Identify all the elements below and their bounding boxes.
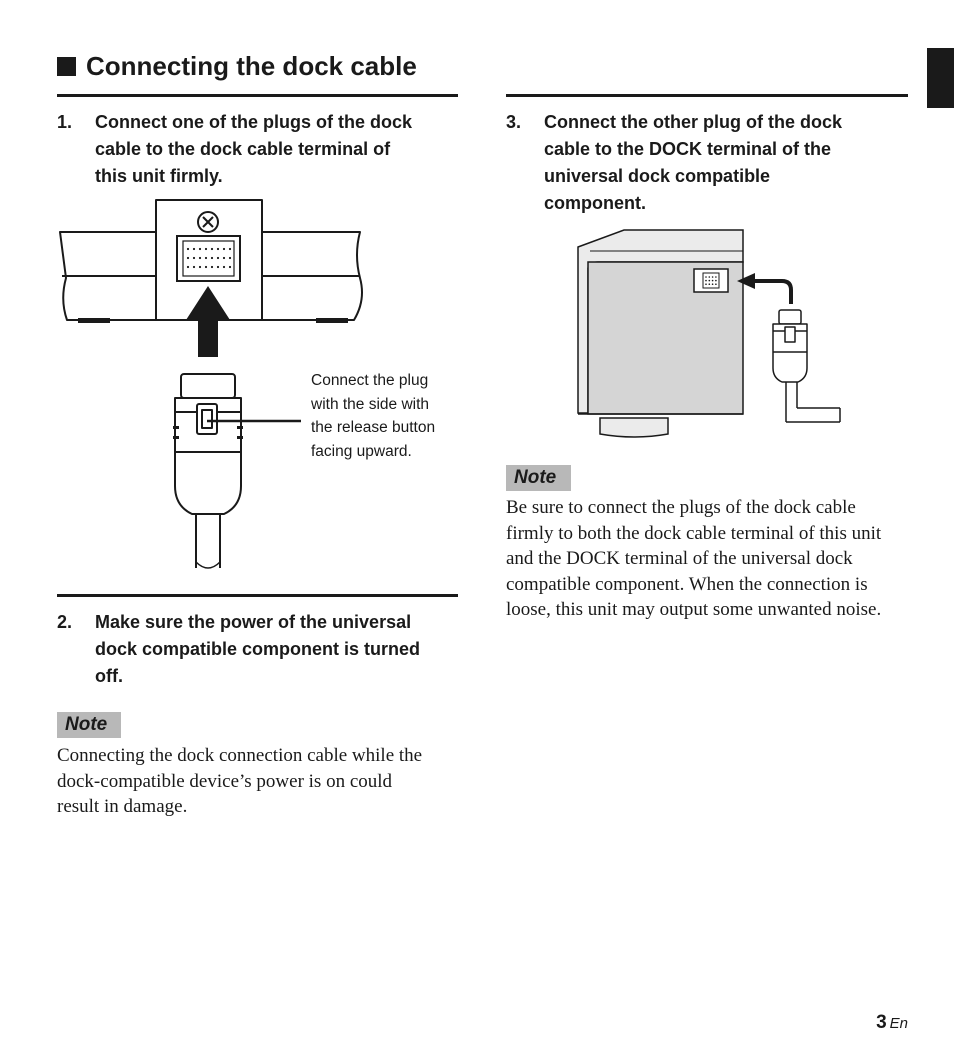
step-number: 1.: [57, 112, 73, 132]
note-line: loose, this unit may output some unwanted noise.: [506, 599, 882, 620]
callout-line: Connect the plug: [311, 372, 429, 389]
note-label: Note: [506, 465, 571, 491]
step-2: [57, 609, 458, 690]
note-text: [57, 743, 458, 820]
connector-pin: [705, 283, 707, 285]
step-line: Make sure the power of the universal: [95, 612, 412, 632]
step-line: this unit firmly.: [95, 166, 223, 186]
connector-pin: [709, 280, 711, 282]
step-line: universal dock compatible: [544, 166, 771, 186]
component-dock-illustration: [0, 0, 900, 450]
connector-pin: [712, 276, 714, 278]
note-label: Note: [57, 712, 121, 738]
callout-line: facing upward.: [311, 442, 412, 460]
note-line: compatible component. When the connection is: [506, 573, 868, 595]
dock-plug-icon: [773, 310, 840, 422]
step-line: Connect the other plug of the dock: [544, 112, 842, 132]
connector-pin: [715, 280, 717, 282]
step-line: dock compatible component is turned: [95, 639, 421, 659]
connector-pin: [712, 280, 714, 282]
page-language: En: [889, 1015, 908, 1032]
chapter-tab: [927, 48, 954, 108]
note-line: result in damage.: [57, 796, 188, 817]
note-line: and the DOCK terminal of the universal dock: [506, 548, 853, 569]
step-number: 3.: [506, 112, 522, 132]
note-line: dock-compatible device’s power is on could: [57, 770, 393, 792]
step-line: component.: [544, 193, 646, 213]
connector-pin: [709, 283, 711, 285]
connector-pin: [705, 280, 707, 282]
section-title-text: Connecting the dock cable: [86, 51, 417, 81]
connector-pin: [705, 276, 707, 278]
connector-pin: [715, 283, 717, 285]
note-line: Connecting the dock connection cable while the: [57, 745, 423, 766]
connector-pin: [712, 283, 714, 285]
callout-line: with the side with: [311, 395, 430, 413]
page-number-value: 3: [876, 1012, 887, 1033]
note-line: Be sure to connect the plugs of the dock cable: [506, 497, 856, 518]
connector-pin: [715, 276, 717, 278]
note-text: [506, 495, 926, 623]
step-line: cable to the dock cable terminal of: [95, 139, 391, 159]
dock-terminal-icon: [694, 269, 728, 292]
component-body: [578, 230, 743, 437]
step-number: 2.: [57, 612, 73, 632]
step-line: cable to the DOCK terminal of the: [544, 139, 832, 159]
connector-pin: [709, 276, 711, 278]
step-line: Connect one of the plugs of the dock: [95, 112, 412, 132]
step-line: off.: [95, 666, 123, 686]
callout-line: the release button: [311, 419, 436, 436]
left-column-middle-rule: [57, 594, 458, 597]
note-line: firmly to both the dock cable terminal of this unit: [506, 522, 882, 544]
connect-arrow-icon: [737, 273, 791, 304]
step-text: [95, 609, 420, 690]
page-number: [876, 1012, 908, 1034]
